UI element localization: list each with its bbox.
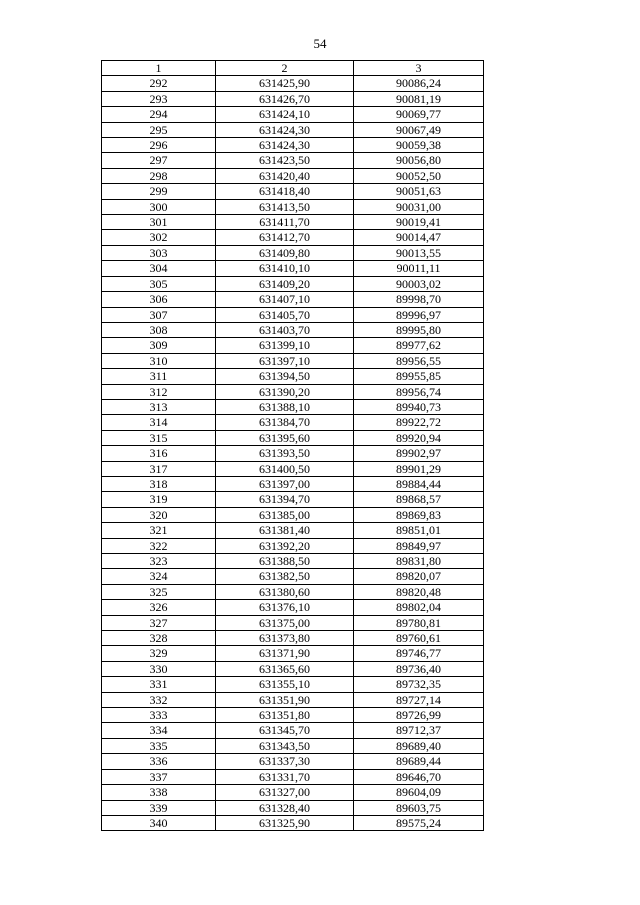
x-coordinate-cell: 631394,70 <box>216 492 354 507</box>
table-row <box>102 76 484 91</box>
x-coordinate-cell: 631410,10 <box>216 261 354 276</box>
x-coordinate-cell: 631345,70 <box>216 723 354 738</box>
x-coordinate-cell: 631331,70 <box>216 769 354 784</box>
table-row <box>102 138 484 153</box>
point-number-cell: 324 <box>102 569 216 584</box>
y-coordinate-cell: 89956,74 <box>354 384 484 399</box>
table-row <box>102 307 484 322</box>
y-coordinate-cell: 89996,97 <box>354 307 484 322</box>
x-coordinate-cell: 631418,40 <box>216 184 354 199</box>
table-row <box>102 708 484 723</box>
x-coordinate-cell: 631394,50 <box>216 369 354 384</box>
table-row <box>102 631 484 646</box>
x-coordinate-cell: 631426,70 <box>216 91 354 106</box>
y-coordinate-cell: 90013,55 <box>354 245 484 260</box>
y-coordinate-cell: 89869,83 <box>354 507 484 522</box>
point-number-cell: 304 <box>102 261 216 276</box>
point-number-cell: 309 <box>102 338 216 353</box>
table-row <box>102 122 484 137</box>
y-coordinate-cell: 90081,19 <box>354 91 484 106</box>
table-row <box>102 245 484 260</box>
table-row <box>102 369 484 384</box>
table-row <box>102 168 484 183</box>
point-number-cell: 326 <box>102 600 216 615</box>
x-coordinate-cell: 631337,30 <box>216 754 354 769</box>
y-coordinate-cell: 89603,75 <box>354 800 484 815</box>
x-coordinate-cell: 631424,10 <box>216 107 354 122</box>
point-number-cell: 336 <box>102 754 216 769</box>
point-number-cell: 330 <box>102 661 216 676</box>
x-coordinate-cell: 631399,10 <box>216 338 354 353</box>
x-coordinate-cell: 631385,00 <box>216 507 354 522</box>
y-coordinate-cell: 89575,24 <box>354 815 484 830</box>
y-coordinate-cell: 90003,02 <box>354 276 484 291</box>
x-coordinate-cell: 631397,10 <box>216 353 354 368</box>
point-number-cell: 302 <box>102 230 216 245</box>
point-number-cell: 325 <box>102 584 216 599</box>
y-coordinate-cell: 89995,80 <box>354 322 484 337</box>
y-coordinate-cell: 89920,94 <box>354 430 484 445</box>
point-number-cell: 315 <box>102 430 216 445</box>
table-row <box>102 446 484 461</box>
column-header-point: 1 <box>102 61 216 76</box>
x-coordinate-cell: 631407,10 <box>216 292 354 307</box>
y-coordinate-cell: 90052,50 <box>354 168 484 183</box>
y-coordinate-cell: 89955,85 <box>354 369 484 384</box>
table-row <box>102 153 484 168</box>
y-coordinate-cell: 90067,49 <box>354 122 484 137</box>
y-coordinate-cell: 90011,11 <box>354 261 484 276</box>
table-row <box>102 91 484 106</box>
y-coordinate-cell: 89868,57 <box>354 492 484 507</box>
x-coordinate-cell: 631351,80 <box>216 708 354 723</box>
x-coordinate-cell: 631382,50 <box>216 569 354 584</box>
y-coordinate-cell: 90059,38 <box>354 138 484 153</box>
table-row <box>102 322 484 337</box>
point-number-cell: 292 <box>102 76 216 91</box>
point-number-cell: 299 <box>102 184 216 199</box>
table-row <box>102 353 484 368</box>
table-row <box>102 184 484 199</box>
coordinates-table <box>101 60 484 831</box>
point-number-cell: 306 <box>102 292 216 307</box>
point-number-cell: 318 <box>102 476 216 491</box>
y-coordinate-cell: 89831,80 <box>354 554 484 569</box>
y-coordinate-cell: 89956,55 <box>354 353 484 368</box>
table-row <box>102 600 484 615</box>
y-coordinate-cell: 89732,35 <box>354 677 484 692</box>
table-row <box>102 199 484 214</box>
point-number-cell: 323 <box>102 554 216 569</box>
x-coordinate-cell: 631393,50 <box>216 446 354 461</box>
y-coordinate-cell: 89736,40 <box>354 661 484 676</box>
x-coordinate-cell: 631381,40 <box>216 523 354 538</box>
y-coordinate-cell: 90031,00 <box>354 199 484 214</box>
x-coordinate-cell: 631371,90 <box>216 646 354 661</box>
table-row <box>102 769 484 784</box>
y-coordinate-cell: 89712,37 <box>354 723 484 738</box>
x-coordinate-cell: 631390,20 <box>216 384 354 399</box>
table-row <box>102 261 484 276</box>
point-number-cell: 334 <box>102 723 216 738</box>
y-coordinate-cell: 89746,77 <box>354 646 484 661</box>
point-number-cell: 338 <box>102 785 216 800</box>
point-number-cell: 310 <box>102 353 216 368</box>
table-row <box>102 399 484 414</box>
table-row <box>102 785 484 800</box>
y-coordinate-cell: 90019,41 <box>354 215 484 230</box>
point-number-cell: 328 <box>102 631 216 646</box>
table-row <box>102 476 484 491</box>
x-coordinate-cell: 631403,70 <box>216 322 354 337</box>
y-coordinate-cell: 89760,61 <box>354 631 484 646</box>
point-number-cell: 307 <box>102 307 216 322</box>
table-row <box>102 692 484 707</box>
point-number-cell: 335 <box>102 738 216 753</box>
table-row <box>102 415 484 430</box>
point-number-cell: 303 <box>102 245 216 260</box>
y-coordinate-cell: 89646,70 <box>354 769 484 784</box>
point-number-cell: 337 <box>102 769 216 784</box>
table-row <box>102 584 484 599</box>
table-row <box>102 276 484 291</box>
point-number-cell: 332 <box>102 692 216 707</box>
table-row <box>102 800 484 815</box>
point-number-cell: 320 <box>102 507 216 522</box>
y-coordinate-cell: 89726,99 <box>354 708 484 723</box>
table-row <box>102 338 484 353</box>
point-number-cell: 293 <box>102 91 216 106</box>
x-coordinate-cell: 631424,30 <box>216 138 354 153</box>
x-coordinate-cell: 631411,70 <box>216 215 354 230</box>
y-coordinate-cell: 89802,04 <box>354 600 484 615</box>
x-coordinate-cell: 631392,20 <box>216 538 354 553</box>
x-coordinate-cell: 631376,10 <box>216 600 354 615</box>
x-coordinate-cell: 631388,50 <box>216 554 354 569</box>
point-number-cell: 295 <box>102 122 216 137</box>
y-coordinate-cell: 89977,62 <box>354 338 484 353</box>
y-coordinate-cell: 89849,97 <box>354 538 484 553</box>
table-row <box>102 815 484 830</box>
x-coordinate-cell: 631425,90 <box>216 76 354 91</box>
x-coordinate-cell: 631400,50 <box>216 461 354 476</box>
point-number-cell: 305 <box>102 276 216 291</box>
point-number-cell: 316 <box>102 446 216 461</box>
point-number-cell: 319 <box>102 492 216 507</box>
point-number-cell: 300 <box>102 199 216 214</box>
point-number-cell: 297 <box>102 153 216 168</box>
y-coordinate-cell: 89851,01 <box>354 523 484 538</box>
x-coordinate-cell: 631388,10 <box>216 399 354 414</box>
y-coordinate-cell: 89820,48 <box>354 584 484 599</box>
table-header-row <box>102 61 484 76</box>
point-number-cell: 311 <box>102 369 216 384</box>
point-number-cell: 317 <box>102 461 216 476</box>
column-header-x: 2 <box>216 61 354 76</box>
table-body <box>102 76 484 831</box>
x-coordinate-cell: 631384,70 <box>216 415 354 430</box>
y-coordinate-cell: 90056,80 <box>354 153 484 168</box>
table-row <box>102 292 484 307</box>
y-coordinate-cell: 90014,47 <box>354 230 484 245</box>
y-coordinate-cell: 89689,40 <box>354 738 484 753</box>
x-coordinate-cell: 631351,90 <box>216 692 354 707</box>
x-coordinate-cell: 631355,10 <box>216 677 354 692</box>
point-number-cell: 314 <box>102 415 216 430</box>
point-number-cell: 322 <box>102 538 216 553</box>
x-coordinate-cell: 631365,60 <box>216 661 354 676</box>
point-number-cell: 331 <box>102 677 216 692</box>
x-coordinate-cell: 631405,70 <box>216 307 354 322</box>
point-number-cell: 321 <box>102 523 216 538</box>
y-coordinate-cell: 89901,29 <box>354 461 484 476</box>
x-coordinate-cell: 631412,70 <box>216 230 354 245</box>
y-coordinate-cell: 90086,24 <box>354 76 484 91</box>
table-row <box>102 215 484 230</box>
x-coordinate-cell: 631373,80 <box>216 631 354 646</box>
x-coordinate-cell: 631395,60 <box>216 430 354 445</box>
table-row <box>102 569 484 584</box>
table-row <box>102 107 484 122</box>
point-number-cell: 340 <box>102 815 216 830</box>
x-coordinate-cell: 631420,40 <box>216 168 354 183</box>
y-coordinate-cell: 89689,44 <box>354 754 484 769</box>
point-number-cell: 312 <box>102 384 216 399</box>
table-row <box>102 384 484 399</box>
y-coordinate-cell: 89884,44 <box>354 476 484 491</box>
point-number-cell: 329 <box>102 646 216 661</box>
table-row <box>102 492 484 507</box>
x-coordinate-cell: 631327,00 <box>216 785 354 800</box>
point-number-cell: 294 <box>102 107 216 122</box>
table-row <box>102 723 484 738</box>
table-row <box>102 646 484 661</box>
point-number-cell: 313 <box>102 399 216 414</box>
y-coordinate-cell: 90051,63 <box>354 184 484 199</box>
x-coordinate-cell: 631409,80 <box>216 245 354 260</box>
x-coordinate-cell: 631413,50 <box>216 199 354 214</box>
x-coordinate-cell: 631397,00 <box>216 476 354 491</box>
x-coordinate-cell: 631424,30 <box>216 122 354 137</box>
point-number-cell: 339 <box>102 800 216 815</box>
y-coordinate-cell: 89922,72 <box>354 415 484 430</box>
table-row <box>102 661 484 676</box>
y-coordinate-cell: 89940,73 <box>354 399 484 414</box>
x-coordinate-cell: 631375,00 <box>216 615 354 630</box>
table-row <box>102 754 484 769</box>
y-coordinate-cell: 89780,81 <box>354 615 484 630</box>
table-row <box>102 507 484 522</box>
x-coordinate-cell: 631409,20 <box>216 276 354 291</box>
x-coordinate-cell: 631423,50 <box>216 153 354 168</box>
x-coordinate-cell: 631343,50 <box>216 738 354 753</box>
x-coordinate-cell: 631380,60 <box>216 584 354 599</box>
table-row <box>102 677 484 692</box>
table-row <box>102 615 484 630</box>
point-number-cell: 296 <box>102 138 216 153</box>
y-coordinate-cell: 89820,07 <box>354 569 484 584</box>
column-header-y: 3 <box>354 61 484 76</box>
table-row <box>102 738 484 753</box>
page-number: 54 <box>313 36 327 51</box>
y-coordinate-cell: 90069,77 <box>354 107 484 122</box>
table-row <box>102 523 484 538</box>
y-coordinate-cell: 89604,09 <box>354 785 484 800</box>
point-number-cell: 301 <box>102 215 216 230</box>
point-number-cell: 308 <box>102 322 216 337</box>
table-row <box>102 538 484 553</box>
x-coordinate-cell: 631325,90 <box>216 815 354 830</box>
y-coordinate-cell: 89998,70 <box>354 292 484 307</box>
table-row <box>102 430 484 445</box>
table-row <box>102 230 484 245</box>
point-number-cell: 298 <box>102 168 216 183</box>
table-row <box>102 554 484 569</box>
y-coordinate-cell: 89727,14 <box>354 692 484 707</box>
point-number-cell: 333 <box>102 708 216 723</box>
y-coordinate-cell: 89902,97 <box>354 446 484 461</box>
point-number-cell: 327 <box>102 615 216 630</box>
table-row <box>102 461 484 476</box>
x-coordinate-cell: 631328,40 <box>216 800 354 815</box>
